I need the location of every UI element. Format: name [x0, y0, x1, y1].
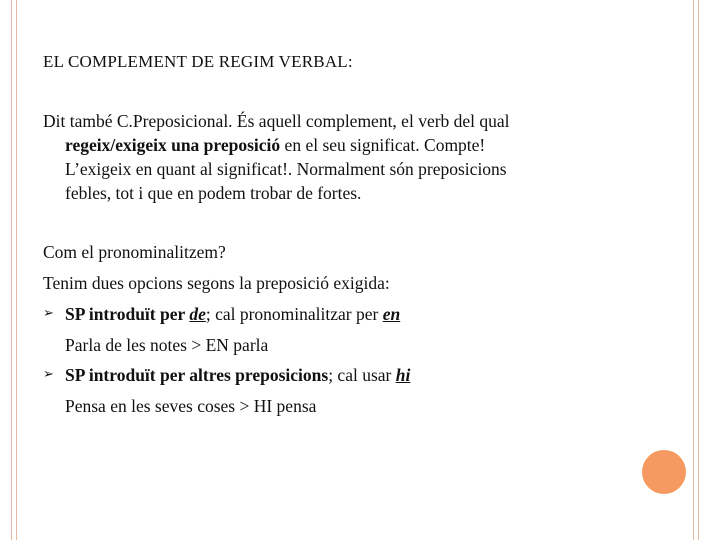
- option-1-bold-italic: de: [189, 304, 206, 324]
- right-frame-line-outer: [698, 0, 699, 540]
- intro-line-2: [43, 133, 603, 157]
- intro-bold-phrase: regeix/exigeix una preposició: [65, 135, 281, 155]
- accent-circle: [642, 450, 686, 494]
- intro-line-4: febles, tot i que en podem trobar de fortes.: [65, 183, 362, 203]
- slide-title: EL COMPLEMENT DE REGIM VERBAL:: [43, 52, 353, 71]
- left-frame-line: [11, 0, 12, 540]
- option-2-pronoun: hi: [395, 365, 411, 385]
- arrow-bullet-icon: ➢: [43, 367, 54, 382]
- intro-line-2-rest: en el seu significat. Compte!: [280, 135, 486, 155]
- right-frame-line: [693, 0, 694, 540]
- intro-paragraph: [43, 109, 603, 205]
- option-1-bold: SP introduït per: [65, 304, 190, 324]
- intro-line-1: Dit també C.Preposicional. És aquell complement, el verb del qual: [43, 111, 510, 131]
- option-1-pronoun: en: [382, 304, 401, 324]
- options-intro: Tenim dues opcions segons la preposició exigida:: [43, 273, 390, 293]
- option-item-de: [65, 302, 400, 326]
- option-2-example: Pensa en les seves coses > HI pensa: [65, 396, 317, 416]
- option-2-rest: ; cal usar: [328, 365, 396, 385]
- option-2-bold: SP introduït per altres preposicions: [65, 365, 329, 385]
- arrow-bullet-icon: ➢: [43, 306, 54, 321]
- left-frame-line-inner: [16, 0, 17, 540]
- option-item-others: [65, 363, 410, 387]
- option-1-rest: ; cal pronominalitzar per: [205, 304, 383, 324]
- question-line: Com el pronominalitzem?: [43, 242, 226, 262]
- intro-line-3: L’exigeix en quant al significat!. Normalment són preposicions: [65, 159, 507, 179]
- option-1-example: Parla de les notes > EN parla: [65, 335, 269, 355]
